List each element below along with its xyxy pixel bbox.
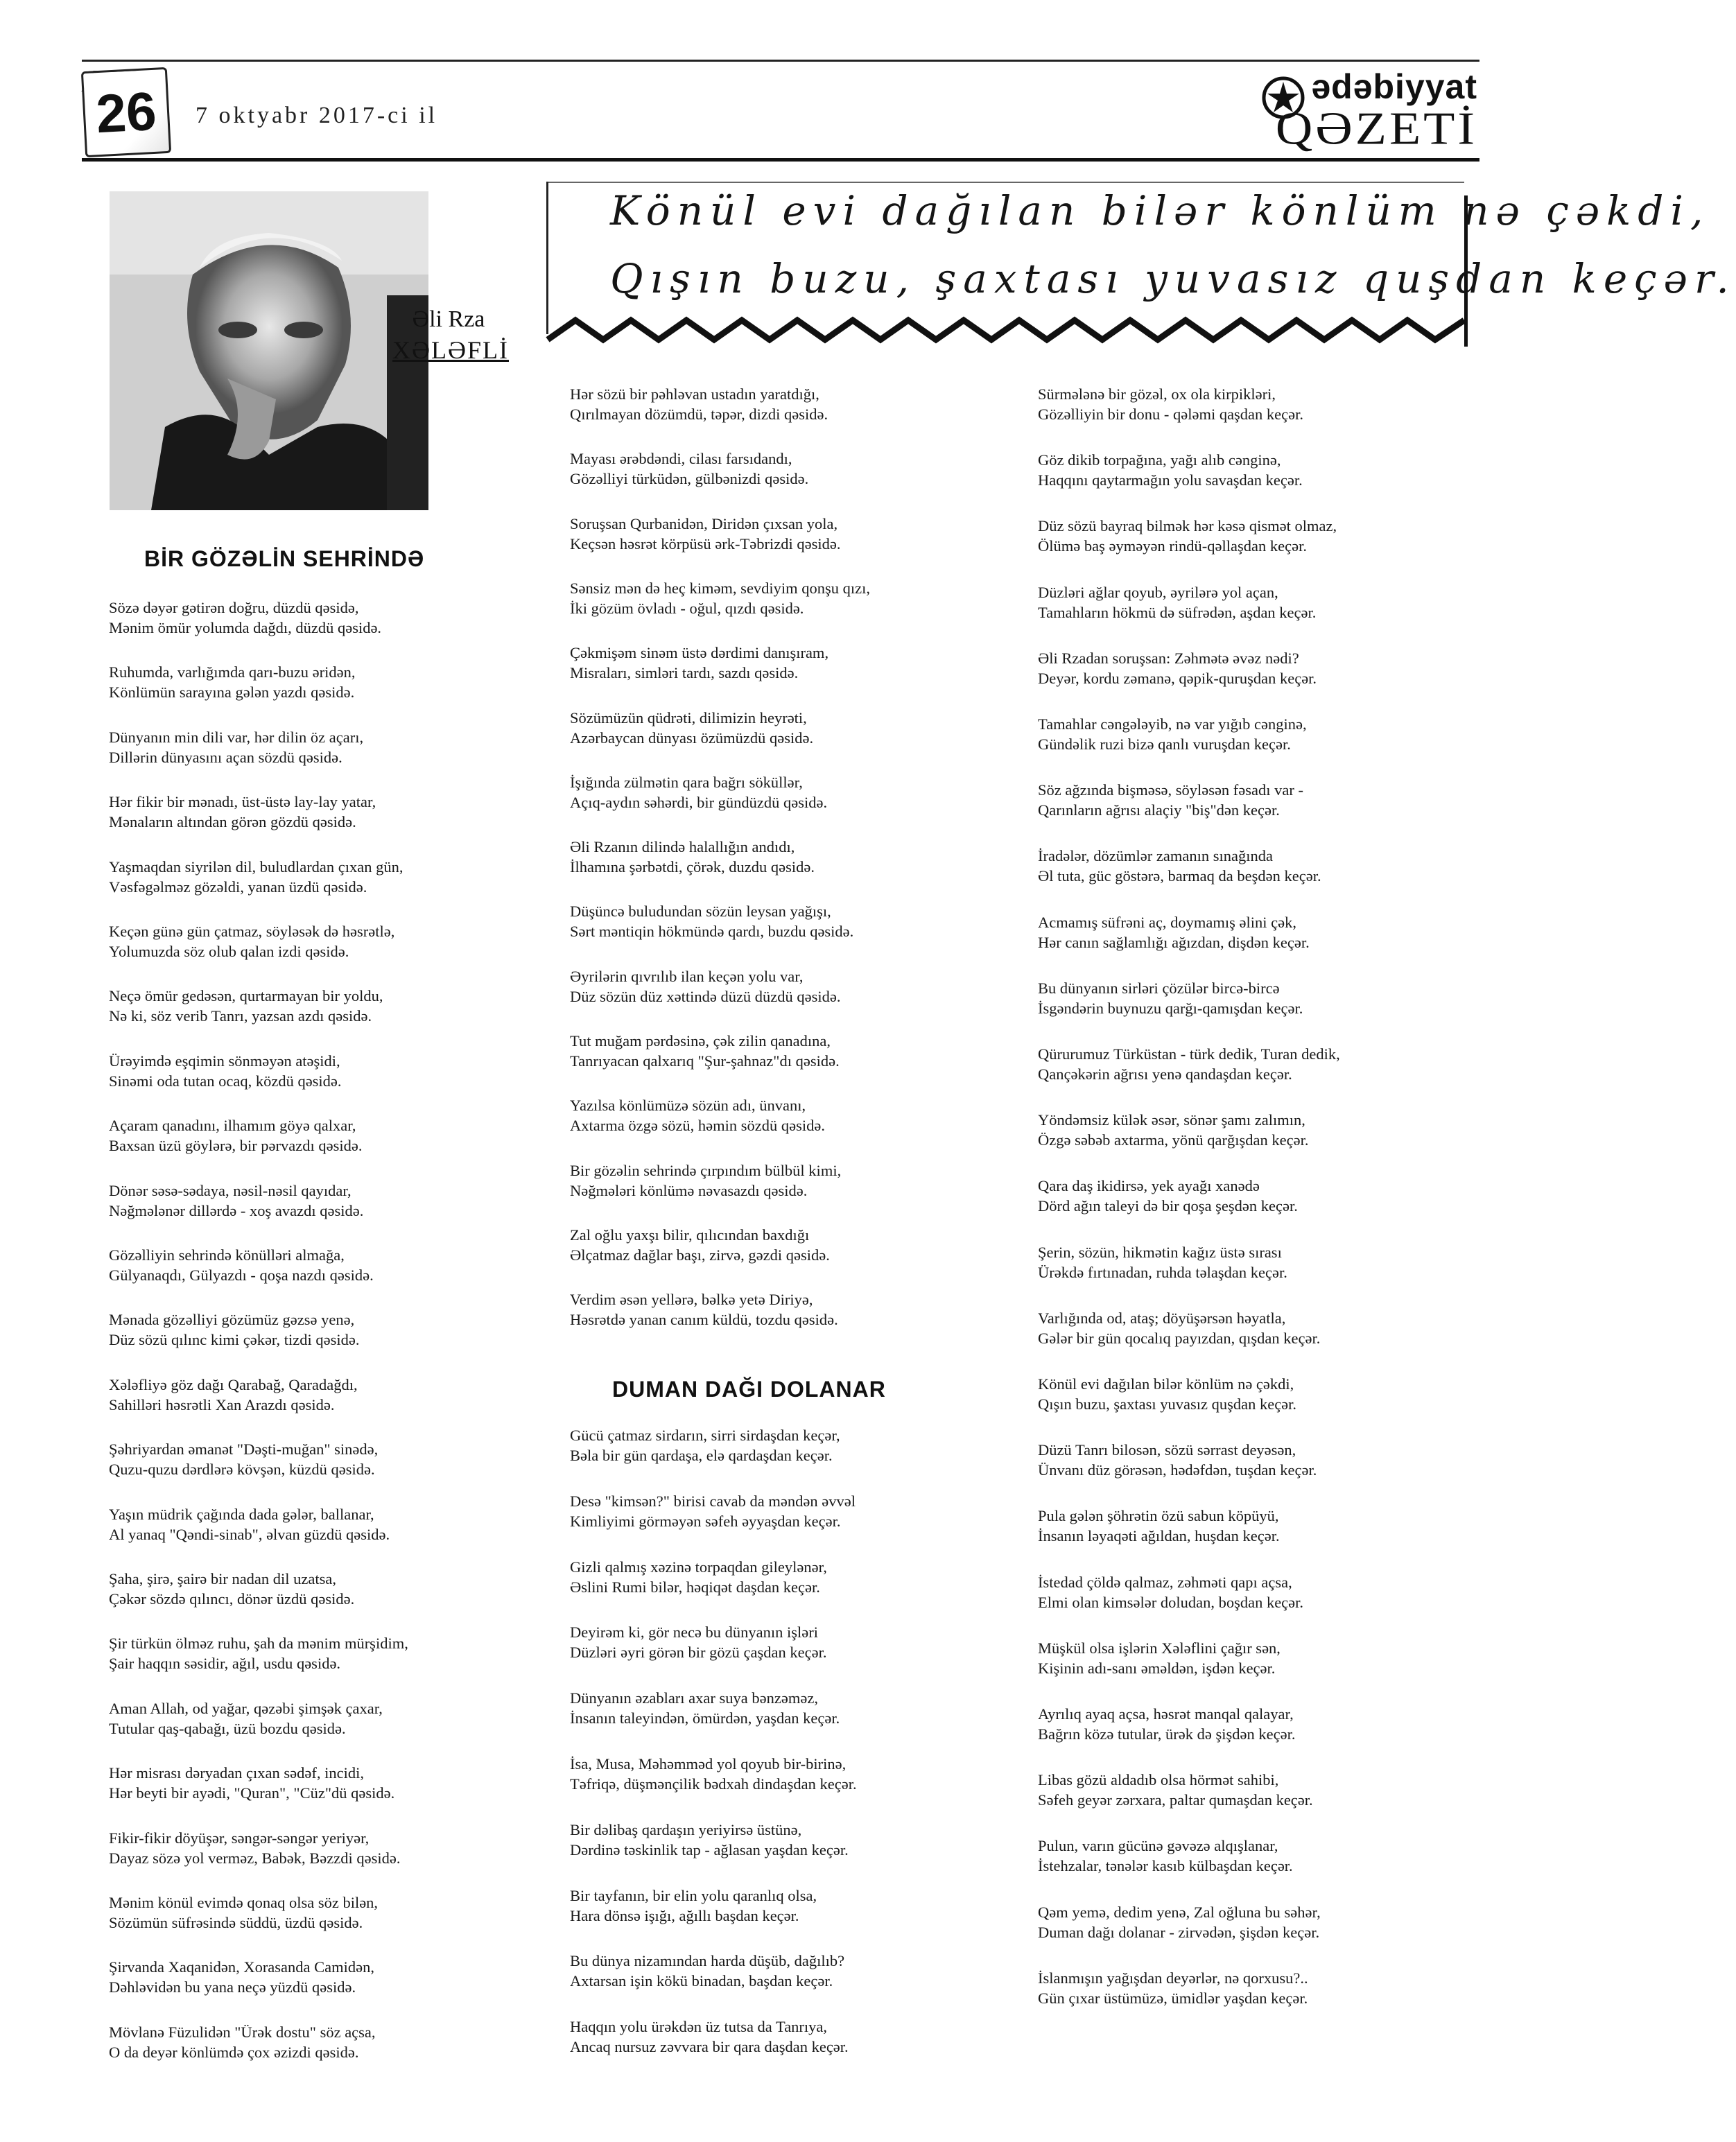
verse-line: Dörd ağın taleyi də bir qoşa şeşdən keçər. bbox=[1038, 1197, 1298, 1215]
verse-line: Qara daş ikidirsə, yek ayağı xanədə bbox=[1038, 1177, 1260, 1195]
verse-line: Əslini Rumi bilər, həqiqət daşdan keçər. bbox=[570, 1578, 820, 1596]
verse-line: Hara dönsə işığı, ağıllı başdan keçər. bbox=[570, 1906, 799, 1924]
verse-line: Dayaz sözə yol verməz, Babək, Bəzzdi qəsidə. bbox=[109, 1849, 401, 1867]
stanza bbox=[570, 1951, 844, 1991]
verse-line: Şirvanda Xaqanidən, Xorasanda Camidən, bbox=[109, 1958, 375, 1976]
masthead-title-bottom: QƏZETİ bbox=[1275, 103, 1477, 155]
stanza bbox=[109, 598, 381, 638]
stanza bbox=[109, 1181, 363, 1221]
verse-line: Aman Allah, od yağar, qəzəbi şimşək çaxar, bbox=[109, 1699, 383, 1717]
page-number: 26 bbox=[81, 67, 171, 157]
stanza bbox=[109, 2022, 376, 2062]
verse-line: Ruhumda, varlığımda qarı-buzu əridən, bbox=[109, 663, 356, 681]
stanza bbox=[109, 1439, 378, 1479]
verse-line: Şəhriyardan əmanət "Dəşti-muğan" sinədə, bbox=[109, 1440, 379, 1459]
stanza bbox=[570, 1688, 840, 1728]
verse-line: Şaha, şirə, şairə bir nadan dil uzatsa, bbox=[109, 1570, 337, 1587]
verse-line: Desə "kimsən?" birisi cavab da məndən əvvəl bbox=[570, 1492, 856, 1510]
verse-line: Həsrətdə yanan canım küldü, tozdu qəsidə. bbox=[570, 1311, 838, 1329]
stanza bbox=[570, 643, 828, 683]
stanza bbox=[109, 1375, 358, 1415]
verse-line: Dünyanın min dili var, hər dilin öz açarı, bbox=[109, 728, 364, 746]
verse-line: Könül evi dağılan bilər könlüm nə çəkdi, bbox=[1038, 1375, 1294, 1393]
stanza bbox=[570, 384, 828, 424]
stanza bbox=[1038, 1374, 1296, 1414]
issue-date: 7 oktyabr 2017-ci il bbox=[196, 103, 438, 128]
verse-line: Bu dünya nizamından harda düşüb, dağılıb? bbox=[570, 1952, 845, 1970]
verse-line: Düz sözü bayraq bilmək hər kəsə qismət olmaz, bbox=[1038, 517, 1337, 535]
verse-line: Düz sözü qılınc kimi çəkər, tizdi qəsidə. bbox=[109, 1331, 360, 1349]
verse-line: Zal oğlu yaxşı bilir, qılıcından baxdığı bbox=[570, 1226, 810, 1244]
stanza bbox=[570, 449, 808, 489]
verse-line: Şir türkün ölməz ruhu, şah da mənim mürşidim, bbox=[109, 1635, 408, 1653]
stanza bbox=[570, 1754, 857, 1794]
verse-line: Deyirəm ki, gör necə bu dünyanın işləri bbox=[570, 1623, 819, 1642]
verse-line: Tanrıyacan qalxarıq "Şur-şahnaz"dı qəsidə. bbox=[570, 1052, 840, 1070]
verse-line: Qançəkərin ağrısı yenə qandaşdan keçər. bbox=[1038, 1065, 1292, 1083]
stanza bbox=[1038, 1440, 1317, 1480]
verse-line: Sözə dəyər gətirən doğru, düzdü qəsidə, bbox=[109, 599, 359, 616]
stanza bbox=[570, 1095, 825, 1135]
author-last-name: XƏLƏFLİ bbox=[392, 336, 509, 364]
verse-line: Sahilləri həsrətli Xan Arazdı qəsidə. bbox=[109, 1395, 335, 1413]
verse-line: Çəkər sözdə qılıncı, dönər üzdü qəsidə. bbox=[109, 1590, 355, 1608]
verse-line: Açıq-aydın səhərdi, bir gündüzdü qəsidə. bbox=[570, 793, 828, 811]
verse-line: Əli Rzadan soruşsan: Zəhmətə əvəz nədi? bbox=[1038, 649, 1299, 667]
stanza bbox=[1038, 1044, 1340, 1084]
verse-line: Tutular qaş-qabağı, üzü bozdu qəsidə. bbox=[109, 1719, 346, 1737]
epigraph-line-2: Qışın buzu, şaxtası yuvasız quşdan keçər. bbox=[610, 255, 1736, 302]
stanza bbox=[1038, 1176, 1298, 1216]
verse-line: Keçən günə gün çatmaz, söyləsək də həsrətlə, bbox=[109, 923, 395, 940]
verse-line: Haqqın yolu ürəkdən üz tutsa da Tanrıya, bbox=[570, 2018, 828, 2036]
stanza bbox=[570, 1820, 849, 1860]
verse-line: Tamahların hökmü də süfrədən, aşdan keçər. bbox=[1038, 603, 1317, 621]
verse-line: İstehzalar, tənələr kasıb külbaşdan keçər. bbox=[1038, 1857, 1293, 1875]
poem2-title: DUMAN DAĞI DOLANAR bbox=[612, 1377, 886, 1402]
verse-line: İnsanın taleyindən, ömürdən, yaşdan keçər. bbox=[570, 1709, 840, 1727]
stanza bbox=[570, 1557, 827, 1597]
verse-line: Qışın buzu, şaxtası yuvasız quşdan keçər. bbox=[1038, 1395, 1297, 1413]
verse-line: Gözəlliyi türküdən, gülbənizdi qəsidə. bbox=[570, 470, 809, 488]
stanza bbox=[1038, 1902, 1321, 1942]
verse-line: Ünvanı düz görəsən, hədəfdən, tuşdan keçər. bbox=[1038, 1461, 1317, 1479]
header-rule bbox=[82, 158, 1479, 162]
verse-line: Əlçatmaz dağlar başı, zirvə, gəzdi qəsidə. bbox=[570, 1246, 830, 1264]
verse-line: Ürəyimdə eşqimin sönməyən atəşidi, bbox=[109, 1052, 340, 1070]
verse-line: Ölümə baş əyməyən rindü-qəllaşdan keçər. bbox=[1038, 537, 1307, 555]
verse-line: O da deyər könlümdə çox əzizdi qəsidə. bbox=[109, 2043, 359, 2061]
verse-line: Mayası ərəbdəndi, cilası farsıdandı, bbox=[570, 450, 792, 468]
verse-line: Azərbaycan dünyası özümüzdü qəsidə. bbox=[570, 729, 814, 747]
verse-line: Axtarma özgə sözü, həmin sözdü qəsidə. bbox=[570, 1117, 826, 1135]
stanza bbox=[109, 1957, 374, 1997]
author-photo bbox=[110, 191, 428, 510]
verse-line: İlhamına şərbətdi, çörək, duzdu qəsidə. bbox=[570, 858, 815, 876]
verse-line: Dəhləvidən bu yana neçə yüzdü qəsidə. bbox=[109, 1978, 356, 1996]
verse-line: Gün çıxar üstümüzə, ümidlər yaşdan keçər. bbox=[1038, 1989, 1308, 2007]
stanza bbox=[109, 1504, 390, 1544]
verse-line: Düzləri ağlar qoyub, əyrilərə yol açan, bbox=[1038, 583, 1278, 601]
verse-line: Səfeh geyər zərxara, paltar qumaşdan keçər. bbox=[1038, 1791, 1313, 1809]
verse-line: Nəğmələri könlümə nəvasazdı qəsidə. bbox=[570, 1181, 808, 1199]
verse-line: İradələr, dözümlər zamanın sınağında bbox=[1038, 847, 1273, 865]
verse-line: Acmamış süfrəni aç, doymamış əlini çək, bbox=[1038, 913, 1297, 931]
verse-line: Ancaq nursuz zəvvara bir qara daşdan keçər. bbox=[570, 2038, 849, 2056]
verse-line: Bir tayfanın, bir elin yolu qaranlıq olsa, bbox=[570, 1886, 817, 1904]
verse-line: İsa, Musa, Məhəmməd yol qoyub bir-birinə, bbox=[570, 1755, 847, 1773]
verse-line: Hər fikir bir mənadı, üst-üstə lay-lay yatar, bbox=[109, 793, 376, 811]
verse-line: Özgə səbəb axtarma, yönü qarğışdan keçər. bbox=[1038, 1131, 1309, 1149]
verse-line: Bu dünyanın sirləri çözülər bircə-bircə bbox=[1038, 979, 1280, 997]
verse-line: Keçsən həsrət körpüsü ərk-Təbrizdi qəsidə. bbox=[570, 534, 841, 552]
verse-line: Gülyanaqdı, Gülyazdı - qoşa nazdı qəsidə. bbox=[109, 1266, 374, 1284]
verse-line: Sərt məntiqin hökmündə qardı, buzdu qəsidə. bbox=[570, 923, 854, 941]
verse-line: İslanmışın yağışdan deyərlər, nə qorxusu?.. bbox=[1038, 1969, 1308, 1987]
verse-line: Çəkmişəm sinəm üstə dərdimi danışıram, bbox=[570, 644, 829, 662]
verse-line: Sürmələnə bir gözəl, ox ola kirpikləri, bbox=[1038, 385, 1276, 403]
masthead-title-top: ədəbiyyat bbox=[1311, 67, 1477, 106]
verse-line: Nəğmələnər dillərdə - xoş avazdı qəsidə. bbox=[109, 1201, 364, 1219]
verse-line: Yöndəmsiz külək əsər, sönər şamı zalımın, bbox=[1038, 1111, 1305, 1129]
verse-line: Göz dikib torpağına, yağı alıb cənginə, bbox=[1038, 451, 1281, 469]
verse-line: Pulun, varın gücünə gəvəzə alqışlanar, bbox=[1038, 1837, 1278, 1855]
verse-line: Dönər səsə-sədaya, nəsil-nəsil qayıdar, bbox=[109, 1181, 351, 1199]
stanza bbox=[1038, 780, 1303, 820]
stanza bbox=[109, 1051, 342, 1091]
verse-line: Könlümün sarayına gələn yazdı qəsidə. bbox=[109, 683, 355, 702]
verse-line: Gözəlliyin sehrində könülləri almağa, bbox=[109, 1246, 345, 1264]
verse-line: Dünyanın əzabları axar suya bənzəməz, bbox=[570, 1689, 818, 1707]
verse-line: Yazılsa könlümüzə sözün adı, ünvanı, bbox=[570, 1097, 806, 1115]
verse-line: Libas gözü aldadıb olsa hörmət sahibi, bbox=[1038, 1771, 1279, 1789]
stanza bbox=[1038, 648, 1317, 688]
stanza bbox=[570, 708, 813, 748]
epigraph-line-1: Könül evi dağılan bilər könlüm nə çəkdi, bbox=[610, 187, 1710, 234]
stanza bbox=[109, 1569, 354, 1609]
top-rule bbox=[82, 60, 1479, 62]
stanza bbox=[570, 1160, 841, 1201]
verse-line: Bir gözəlin sehrində çırpındım bülbül kimi, bbox=[570, 1161, 842, 1179]
verse-line: Dərdinə təskinlik tap - ağlasan yaşdan keçər. bbox=[570, 1840, 849, 1858]
stanza bbox=[570, 578, 870, 618]
stanza bbox=[109, 1633, 408, 1673]
stanza bbox=[1038, 1110, 1308, 1150]
stanza bbox=[109, 1892, 378, 1933]
verse-line: Vəsfəgəlməz gözəldi, yanan üzdü qəsidə. bbox=[109, 878, 367, 896]
stanza bbox=[1038, 516, 1337, 556]
stanza bbox=[1038, 582, 1316, 622]
verse-line: Varlığında od, ataş; döyüşərsən həyatla, bbox=[1038, 1309, 1286, 1327]
stanza bbox=[1038, 978, 1303, 1018]
verse-line: Düzləri əyri görən bir gözü çaşdan keçər. bbox=[570, 1644, 827, 1662]
stanza bbox=[1038, 1968, 1308, 2008]
stanza bbox=[1038, 1836, 1293, 1876]
author-first-name: Əli Rza bbox=[412, 306, 485, 332]
verse-line: Hər misrası dəryadan çıxan sədəf, incidi, bbox=[109, 1764, 364, 1782]
stanza bbox=[1038, 1770, 1313, 1810]
stanza bbox=[1038, 1242, 1287, 1282]
verse-line: Nə ki, söz verib Tanrı, yazsan azdı qəsidə. bbox=[109, 1007, 372, 1025]
stanza bbox=[570, 966, 841, 1007]
verse-line: Tut muğam pərdəsinə, çək zilin qanadına, bbox=[570, 1032, 831, 1050]
verse-line: Duman dağı dolanar - zirvədən, şişdən keçər. bbox=[1038, 1923, 1320, 1941]
verse-line: Hər canın sağlamlığı ağızdan, dişdən keçər. bbox=[1038, 933, 1310, 951]
verse-line: Axtarsan işin kökü binadan, başdan keçər. bbox=[570, 1972, 833, 1990]
verse-line: Bağrın közə tutular, ürək də şişdən keçər. bbox=[1038, 1725, 1296, 1743]
stanza bbox=[570, 2017, 849, 2057]
poem1-title: BİR GÖZƏLİN SEHRİNDƏ bbox=[144, 546, 425, 571]
portrait-image bbox=[110, 191, 428, 510]
verse-line: Şair haqqın səsidir, ağıl, usdu qəsidə. bbox=[109, 1655, 341, 1673]
stanza bbox=[109, 921, 394, 961]
verse-line: Mənim könül evimdə qonaq olsa söz bilən, bbox=[109, 1894, 379, 1911]
verse-line: Elmi olan kimsələr doludan, boşdan keçər. bbox=[1038, 1593, 1304, 1611]
verse-line: Mənaların altından görən gözdü qəsidə. bbox=[109, 813, 356, 831]
verse-line: Gizli qalmış xəzinə torpaqdan gileylənər, bbox=[570, 1558, 827, 1576]
stanza bbox=[1038, 450, 1303, 490]
stanza bbox=[109, 662, 356, 702]
stanza bbox=[570, 1622, 826, 1662]
verse-line: Qəm yemə, dedim yenə, Zal oğluna bu səhər, bbox=[1038, 1903, 1321, 1921]
stanza bbox=[109, 986, 383, 1026]
verse-line: Al yanaq "Qəndi-sinab", əlvan güzdü qəsidə. bbox=[109, 1525, 390, 1543]
stanza bbox=[570, 1289, 838, 1330]
verse-line: Ürəkdə fırtınadan, ruhda təlaşdan keçər. bbox=[1038, 1263, 1287, 1281]
verse-line: Düzü Tanrı bilosən, sözü sərrast deyəsən, bbox=[1038, 1441, 1296, 1459]
verse-line: Dillərin dünyasını açan sözdü qəsidə. bbox=[109, 748, 342, 766]
stanza bbox=[1038, 912, 1310, 952]
verse-line: Gücü çatmaz sirdarın, sirri sirdaşdan keçər, bbox=[570, 1427, 840, 1444]
verse-line: Kişinin adı-sanı əməldən, işdən keçər. bbox=[1038, 1659, 1276, 1677]
stanza bbox=[570, 1031, 840, 1071]
stanza bbox=[570, 901, 853, 941]
verse-line: Açaram qanadını, ilhamım göyə qalxar, bbox=[109, 1117, 356, 1135]
stanza bbox=[109, 792, 376, 832]
verse-line: Gələr bir gün qocalıq payızdan, qışdan keçər. bbox=[1038, 1329, 1321, 1347]
verse-line: Sözümüzün qüdrəti, dilimizin heyrəti, bbox=[570, 708, 807, 726]
verse-line: Mənim ömür yolumda dağdı, düzdü qəsidə. bbox=[109, 619, 382, 636]
stanza bbox=[1038, 1704, 1295, 1744]
verse-line: İstedad çöldə qalmaz, zəhməti qapı açsa, bbox=[1038, 1573, 1292, 1591]
verse-line: İşığında zülmətin qara bağrı söküllər, bbox=[570, 773, 803, 791]
verse-line: Mövlanə Füzulidən "Ürək dostu" söz açsa, bbox=[109, 2023, 376, 2041]
verse-line: Bəla bir gün qardaşa, elə qardaşdan keçər. bbox=[570, 1447, 833, 1464]
verse-line: Söz ağzında bişməsə, söyləsən fəsadı var - bbox=[1038, 781, 1304, 799]
zigzag-border bbox=[548, 305, 1464, 347]
verse-line: Mənada gözəlliyi gözümüz gəzsə yenə, bbox=[109, 1311, 355, 1329]
verse-line: Sənsiz mən də heç kiməm, sevdiyim qonşu qızı, bbox=[570, 579, 871, 597]
stanza bbox=[570, 1225, 830, 1265]
stanza bbox=[570, 1886, 817, 1926]
verse-line: Hər sözü bir pəhləvan ustadın yaratdığı, bbox=[570, 385, 819, 403]
verse-line: Quzu-quzu dərdlərə kövşən, küzdü qəsidə. bbox=[109, 1461, 375, 1479]
verse-line: Qürurumuz Türküstan - türk dedik, Turan dedik, bbox=[1038, 1045, 1340, 1063]
verse-line: Əyrilərin qıvrılıb ilan keçən yolu var, bbox=[570, 967, 804, 985]
verse-line: Baxsan üzü göylərə, bir pərvazdı qəsidə. bbox=[109, 1137, 363, 1155]
verse-line: Yaşın müdrik çağında dada gələr, ballanar, bbox=[109, 1505, 374, 1523]
verse-line: Neçə ömür gedəsən, qurtarmayan bir yoldu, bbox=[109, 987, 383, 1005]
stanza bbox=[570, 1491, 856, 1531]
verse-line: İki gözüm övladı - oğul, qızdı qəsidə. bbox=[570, 599, 804, 617]
stanza bbox=[570, 837, 815, 877]
verse-line: Kimliyimi görməyən səfeh əyyaşdan keçər. bbox=[570, 1512, 841, 1530]
verse-line: Qarınların ağrısı alaçiy "biş"dən keçər. bbox=[1038, 801, 1280, 819]
verse-line: Əl tuta, güc göstərə, barmaq da beşdən keçər. bbox=[1038, 867, 1321, 885]
stanza bbox=[570, 1425, 840, 1465]
stanza bbox=[570, 772, 827, 812]
stanza bbox=[1038, 846, 1321, 886]
verse-line: Pula gələn şöhrətin özü sabun köpüyü, bbox=[1038, 1507, 1279, 1525]
stanza bbox=[1038, 714, 1307, 754]
stanza bbox=[109, 1698, 383, 1739]
verse-line: Gözəlliyin bir donu - qələmi qaşdan keçər. bbox=[1038, 406, 1304, 423]
stanza bbox=[109, 1115, 363, 1156]
verse-line: Yaşmaqdan siyrilən dil, buludlardan çıxan gün, bbox=[109, 857, 403, 876]
verse-line: Gündəlik ruzi bizə qanlı vuruşdan keçər. bbox=[1038, 735, 1291, 753]
verse-line: Sözümün süfrəsində süddü, üzdü qəsidə. bbox=[109, 1914, 363, 1931]
verse-line: Təfriqə, düşmənçilik bədxah dindaşdan keçər. bbox=[570, 1775, 857, 1793]
verse-line: Haqqını qaytarmağın yolu savaşdan keçər. bbox=[1038, 471, 1303, 489]
stanza bbox=[1038, 384, 1303, 424]
stanza bbox=[1038, 1638, 1281, 1678]
epigraph-frame-top bbox=[546, 182, 1464, 183]
verse-line: Bir dəlibaş qardaşın yeriyirsə üstünə, bbox=[570, 1820, 802, 1838]
verse-line: Soruşsan Qurbanidən, Diridən çıxsan yola, bbox=[570, 514, 838, 532]
verse-line: İnsanın ləyaqəti ağıldan, huşdan keçər. bbox=[1038, 1527, 1280, 1545]
stanza bbox=[109, 1245, 374, 1285]
stanza bbox=[1038, 1308, 1320, 1348]
verse-line: Düşüncə buludundan sözün leysan yağışı, bbox=[570, 903, 831, 921]
verse-line: Qırılmayan dözümdü, təpər, dizdi qəsidə. bbox=[570, 406, 828, 423]
stanza bbox=[109, 1309, 360, 1350]
verse-line: Sinəmi oda tutan ocaq, közdü qəsidə. bbox=[109, 1072, 342, 1090]
stanza bbox=[109, 727, 363, 767]
verse-line: Misraları, simləri tardı, sazdı qəsidə. bbox=[570, 664, 799, 682]
verse-line: İsgəndərin buynuzu qarğı-qamışdan keçər. bbox=[1038, 999, 1303, 1017]
stanza bbox=[109, 857, 403, 897]
verse-line: Deyər, kordu zəmanə, qəpik-quruşdan keçər. bbox=[1038, 669, 1317, 687]
stanza bbox=[109, 1828, 400, 1868]
verse-line: Tamahlar cəngələyib, nə var yığıb cənginə, bbox=[1038, 715, 1307, 733]
masthead-logo bbox=[1228, 67, 1477, 155]
verse-line: Şerin, sözün, hikmətin kağız üstə sırası bbox=[1038, 1243, 1282, 1261]
verse-line: Fikir-fikir döyüşər, səngər-səngər yeriyər, bbox=[109, 1829, 370, 1847]
verse-line: Xələfliyə göz dağı Qarabağ, Qaradağdı, bbox=[109, 1375, 358, 1393]
verse-line: Müşkül olsa işlərin Xələflini çağır sən, bbox=[1038, 1639, 1281, 1657]
verse-line: Ayrılıq ayaq açsa, həsrət manqal qalayar, bbox=[1038, 1705, 1294, 1723]
stanza bbox=[1038, 1572, 1303, 1612]
stanza bbox=[109, 1763, 394, 1803]
verse-line: Düz sözün düz xəttində düzü düzdü qəsidə. bbox=[570, 987, 841, 1005]
verse-line: Hər beyti bir ayədi, "Quran", "Cüz"dü qəsidə. bbox=[109, 1784, 395, 1802]
verse-line: Əli Rzanın dilində halallığın andıdı, bbox=[570, 838, 795, 856]
stanza bbox=[1038, 1506, 1280, 1546]
verse-line: Yolumuzda söz olub qalan izdi qəsidə. bbox=[109, 943, 349, 960]
stanza bbox=[570, 514, 840, 554]
verse-line: Verdim əsən yellərə, bəlkə yetə Diriyə, bbox=[570, 1291, 813, 1309]
